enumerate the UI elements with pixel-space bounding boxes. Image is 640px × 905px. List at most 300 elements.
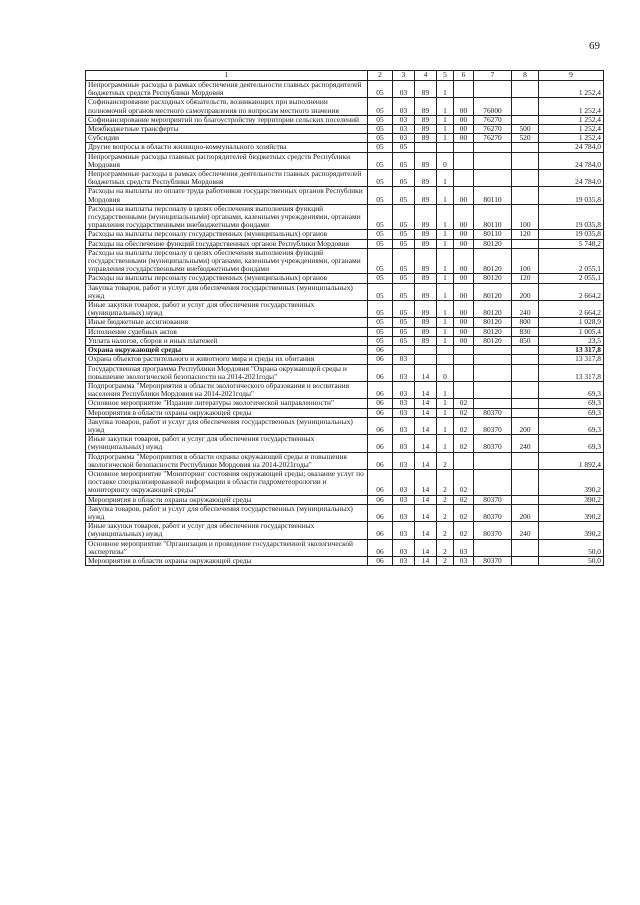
code-cell: 240	[512, 435, 539, 452]
code-cell	[437, 355, 454, 364]
code-cell: 06	[368, 355, 393, 364]
code-cell: 80120	[474, 301, 512, 318]
code-cell: 80370	[474, 408, 512, 417]
code-cell: 05	[393, 143, 415, 152]
code-cell: 03	[393, 408, 415, 417]
amount-cell: 69,3	[539, 435, 604, 452]
code-cell: 1	[437, 283, 454, 300]
code-cell	[454, 81, 474, 98]
row-name-cell: Мероприятия в области охраны окружающей среды	[86, 495, 368, 504]
code-cell: 05	[368, 98, 393, 115]
code-cell: 89	[415, 283, 437, 300]
code-cell	[512, 170, 539, 187]
code-cell: 06	[368, 381, 393, 398]
code-cell: 2	[437, 539, 454, 556]
code-cell: 05	[368, 143, 393, 152]
code-cell: 02	[454, 522, 474, 539]
table-row	[86, 143, 604, 152]
code-cell: 06	[368, 495, 393, 504]
code-cell: 80370	[474, 522, 512, 539]
amount-cell: 69,3	[539, 408, 604, 417]
code-cell: 14	[415, 495, 437, 504]
code-cell	[415, 346, 437, 355]
row-name-cell: Закупка товаров, работ и услуг для обеспечения государственных (муниципальных) нужд	[86, 283, 368, 300]
code-cell	[474, 452, 512, 469]
code-cell: 0	[437, 364, 454, 381]
code-cell: 1	[437, 81, 454, 98]
code-cell: 05	[368, 283, 393, 300]
code-cell	[474, 81, 512, 98]
code-cell	[474, 346, 512, 355]
code-cell	[512, 346, 539, 355]
row-name-cell: Иные закупки товаров, работ и услуг для обеспечения государственных (муниципальных) нужд	[86, 301, 368, 318]
code-cell: 89	[415, 301, 437, 318]
code-cell	[512, 187, 539, 204]
code-cell: 2	[437, 522, 454, 539]
table-row	[86, 152, 604, 169]
code-cell: 05	[393, 230, 415, 239]
row-name-cell: Мероприятия в области охраны окружающей среды	[86, 556, 368, 565]
table-row	[86, 469, 604, 495]
code-cell	[474, 539, 512, 556]
code-cell: 05	[393, 336, 415, 345]
column-header-1: 1	[86, 71, 368, 81]
code-cell: 80120	[474, 336, 512, 345]
row-name-cell: Софинансирование мероприятий по благоустройству территории сельских поселений	[86, 115, 368, 124]
amount-cell: 390,2	[539, 522, 604, 539]
code-cell	[474, 469, 512, 495]
code-cell: 14	[415, 417, 437, 434]
code-cell: 120	[512, 274, 539, 283]
amount-cell: 1 252,4	[539, 125, 604, 134]
code-cell: 89	[415, 187, 437, 204]
column-header-2: 2	[368, 71, 393, 81]
code-cell: 03	[393, 522, 415, 539]
code-cell: 1	[437, 274, 454, 283]
row-name-cell: Софинансирование расходных обязательств, возникающих при выполнении полномочий органов местного самоуправления по вопросам местного значения	[86, 98, 368, 115]
code-cell: 14	[415, 469, 437, 495]
table-row	[86, 187, 604, 204]
code-cell: 03	[393, 399, 415, 408]
code-cell: 80110	[474, 204, 512, 230]
code-cell	[454, 364, 474, 381]
code-cell: 03	[393, 556, 415, 565]
code-cell: 06	[368, 417, 393, 434]
code-cell: 14	[415, 435, 437, 452]
table-row	[86, 522, 604, 539]
amount-cell: 390,2	[539, 504, 604, 521]
table-row	[86, 504, 604, 521]
row-name-cell: Охрана окружающей среды	[86, 346, 368, 355]
code-cell: 05	[393, 318, 415, 327]
row-name-cell: Основное мероприятие "Организация и проведение государственной экологической экспертизы"	[86, 539, 368, 556]
row-name-cell: Охрана объектов растительного и животного мира и среды их обитания	[86, 355, 368, 364]
code-cell	[454, 452, 474, 469]
code-cell	[474, 364, 512, 381]
code-cell: 14	[415, 556, 437, 565]
amount-cell: 50,0	[539, 539, 604, 556]
code-cell: 80370	[474, 504, 512, 521]
row-name-cell: Подпрограмма "Мероприятия в области экологического образования и воспитания населения Республики Мордовия на 2014-2021годы"	[86, 381, 368, 398]
code-cell: 89	[415, 81, 437, 98]
table-row	[86, 435, 604, 452]
amount-cell: 19 035,8	[539, 204, 604, 230]
code-cell: 14	[415, 539, 437, 556]
code-cell: 1	[437, 230, 454, 239]
row-name-cell: Расходы на выплаты персоналу государственных (муниципальных) органов	[86, 274, 368, 283]
code-cell: 89	[415, 248, 437, 274]
code-cell: 80120	[474, 283, 512, 300]
table-row	[86, 408, 604, 417]
code-cell	[415, 355, 437, 364]
code-cell: 05	[368, 239, 393, 248]
code-cell: 89	[415, 125, 437, 134]
code-cell	[393, 346, 415, 355]
code-cell: 03	[393, 115, 415, 124]
code-cell: 00	[454, 115, 474, 124]
code-cell: 80110	[474, 187, 512, 204]
code-cell: 89	[415, 152, 437, 169]
table-row	[86, 248, 604, 274]
code-cell	[437, 143, 454, 152]
row-name-cell: Непрограммные расходы главных распорядителей бюджетных средств Республики Мордовия	[86, 152, 368, 169]
code-cell: 05	[368, 187, 393, 204]
code-cell: 80120	[474, 239, 512, 248]
code-cell: 14	[415, 504, 437, 521]
code-cell: 80370	[474, 495, 512, 504]
row-name-cell: Другие вопросы в области жилищно-коммунального хозяйства	[86, 143, 368, 152]
code-cell	[512, 355, 539, 364]
table-row	[86, 399, 604, 408]
amount-cell: 2 664,2	[539, 301, 604, 318]
row-name-cell: Непрограммные расходы в рамках обеспечения деятельности главных распорядителей бюджетных средств Республики Мордовия	[86, 81, 368, 98]
table-row	[86, 115, 604, 124]
code-cell: 02	[454, 435, 474, 452]
code-cell: 2	[437, 495, 454, 504]
code-cell: 05	[393, 170, 415, 187]
table-row	[86, 355, 604, 364]
amount-cell: 19 035,8	[539, 230, 604, 239]
code-cell	[454, 170, 474, 187]
code-cell	[437, 346, 454, 355]
code-cell: 89	[415, 318, 437, 327]
code-cell: 80110	[474, 230, 512, 239]
table-row	[86, 364, 604, 381]
code-cell: 2	[437, 504, 454, 521]
code-cell: 06	[368, 556, 393, 565]
code-cell: 03	[393, 417, 415, 434]
code-cell	[512, 152, 539, 169]
code-cell: 05	[393, 187, 415, 204]
table-header	[86, 71, 604, 81]
code-cell: 03	[393, 81, 415, 98]
code-cell: 05	[368, 134, 393, 143]
row-name-cell: Государственная программа Республики Мордовия "Охрана окружающей среды и повышение экологической безопасности на 2014-2021годы"	[86, 364, 368, 381]
code-cell: 1	[437, 239, 454, 248]
code-cell: 06	[368, 452, 393, 469]
code-cell: 100	[512, 204, 539, 230]
code-cell: 14	[415, 399, 437, 408]
table-row	[86, 327, 604, 336]
row-name-cell: Закупка товаров, работ и услуг для обеспечения государственных (муниципальных) нужд	[86, 504, 368, 521]
code-cell	[454, 346, 474, 355]
code-cell: 1	[437, 318, 454, 327]
table-row	[86, 230, 604, 239]
code-cell	[512, 81, 539, 98]
row-name-cell: Основное мероприятие "Издание литературы экологической направленности"	[86, 399, 368, 408]
code-cell: 89	[415, 134, 437, 143]
code-cell: 00	[454, 230, 474, 239]
code-cell: 76000	[474, 98, 512, 115]
code-cell	[512, 239, 539, 248]
code-cell: 1	[437, 327, 454, 336]
code-cell: 00	[454, 318, 474, 327]
code-cell: 1	[437, 408, 454, 417]
code-cell: 05	[368, 318, 393, 327]
code-cell: 2	[437, 556, 454, 565]
code-cell: 05	[368, 152, 393, 169]
code-cell	[454, 143, 474, 152]
code-cell: 80120	[474, 274, 512, 283]
amount-cell: 69,3	[539, 417, 604, 434]
code-cell	[474, 399, 512, 408]
table-row	[86, 417, 604, 434]
amount-cell: 13 317,8	[539, 346, 604, 355]
code-cell: 03	[393, 134, 415, 143]
column-header-4: 4	[415, 71, 437, 81]
code-cell: 80370	[474, 435, 512, 452]
code-cell: 00	[454, 134, 474, 143]
code-cell: 2	[437, 452, 454, 469]
code-cell	[512, 495, 539, 504]
row-name-cell: Подпрограмма "Мероприятия в области охраны окружающей среды и повышения экологической безопасности Республики Мордовия на 2014-2021годы"	[86, 452, 368, 469]
code-cell	[454, 152, 474, 169]
code-cell: 200	[512, 417, 539, 434]
code-cell: 06	[368, 469, 393, 495]
code-cell: 02	[454, 417, 474, 434]
code-cell: 850	[512, 336, 539, 345]
code-cell: 1	[437, 417, 454, 434]
code-cell: 00	[454, 274, 474, 283]
code-cell: 89	[415, 115, 437, 124]
code-cell: 05	[368, 327, 393, 336]
code-cell: 89	[415, 204, 437, 230]
table-row	[86, 495, 604, 504]
table-row	[86, 346, 604, 355]
code-cell: 0	[437, 152, 454, 169]
code-cell: 200	[512, 504, 539, 521]
table-row	[86, 301, 604, 318]
code-cell: 05	[393, 327, 415, 336]
amount-cell: 1 252,4	[539, 98, 604, 115]
code-cell: 02	[454, 504, 474, 521]
code-cell: 00	[454, 327, 474, 336]
amount-cell: 1 252,4	[539, 81, 604, 98]
code-cell: 89	[415, 274, 437, 283]
code-cell: 76270	[474, 134, 512, 143]
code-cell: 05	[393, 152, 415, 169]
table-row	[86, 134, 604, 143]
code-cell: 1	[437, 115, 454, 124]
code-cell	[512, 408, 539, 417]
code-cell: 76270	[474, 115, 512, 124]
code-cell	[512, 399, 539, 408]
row-name-cell: Основное мероприятие "Мониторинг состояния окружающей среды; оказание услуг по поставке специализированной информации в области гидрометеорологии и мониторингу окружающей среды"	[86, 469, 368, 495]
code-cell: 520	[512, 134, 539, 143]
code-cell	[454, 355, 474, 364]
row-name-cell: Непрограммные расходы в рамках обеспечения деятельности главных распорядителей бюджетных средств Республики Мордовия	[86, 170, 368, 187]
code-cell: 02	[454, 469, 474, 495]
table-row	[86, 539, 604, 556]
table-row	[86, 98, 604, 115]
table-row	[86, 125, 604, 134]
amount-cell: 69,3	[539, 399, 604, 408]
code-cell: 80120	[474, 248, 512, 274]
code-cell: 03	[393, 539, 415, 556]
code-cell: 03	[393, 125, 415, 134]
amount-cell: 19 035,8	[539, 187, 604, 204]
code-cell: 05	[368, 248, 393, 274]
code-cell: 89	[415, 98, 437, 115]
code-cell: 03	[454, 539, 474, 556]
row-name-cell: Мероприятия в области охраны окружающей среды	[86, 408, 368, 417]
code-cell: 1	[437, 336, 454, 345]
code-cell: 80120	[474, 327, 512, 336]
amount-cell: 2 055,1	[539, 248, 604, 274]
code-cell: 830	[512, 327, 539, 336]
code-cell: 200	[512, 283, 539, 300]
code-cell: 14	[415, 452, 437, 469]
code-cell: 1	[437, 134, 454, 143]
table-row	[86, 381, 604, 398]
code-cell: 06	[368, 522, 393, 539]
code-cell: 06	[368, 539, 393, 556]
code-cell: 14	[415, 522, 437, 539]
column-header-9: 9	[539, 71, 604, 81]
code-cell: 03	[393, 452, 415, 469]
code-cell: 03	[393, 364, 415, 381]
amount-cell: 24 784,0	[539, 170, 604, 187]
code-cell: 03	[393, 495, 415, 504]
code-cell: 89	[415, 230, 437, 239]
code-cell: 03	[393, 355, 415, 364]
code-cell: 06	[368, 435, 393, 452]
code-cell	[474, 143, 512, 152]
code-cell: 05	[368, 81, 393, 98]
table-row	[86, 336, 604, 345]
row-name-cell: Иные закупки товаров, работ и услуг для обеспечения государственных (муниципальных) нужд	[86, 522, 368, 539]
code-cell: 00	[454, 248, 474, 274]
code-cell: 14	[415, 381, 437, 398]
code-cell: 1	[437, 204, 454, 230]
code-cell: 00	[454, 301, 474, 318]
code-cell: 89	[415, 336, 437, 345]
amount-cell: 50,0	[539, 556, 604, 565]
code-cell	[512, 556, 539, 565]
code-cell: 05	[393, 283, 415, 300]
code-cell: 06	[368, 504, 393, 521]
code-cell	[512, 98, 539, 115]
amount-cell: 69,3	[539, 381, 604, 398]
code-cell	[512, 469, 539, 495]
code-cell: 03	[393, 435, 415, 452]
table-row	[86, 274, 604, 283]
code-cell	[512, 143, 539, 152]
code-cell	[474, 355, 512, 364]
row-name-cell: Субсидии	[86, 134, 368, 143]
row-name-cell: Уплата налогов, сборов и иных платежей	[86, 336, 368, 345]
code-cell: 1	[437, 125, 454, 134]
code-cell: 1	[437, 381, 454, 398]
code-cell: 05	[368, 204, 393, 230]
column-header-3: 3	[393, 71, 415, 81]
code-cell: 00	[454, 187, 474, 204]
code-cell: 06	[368, 408, 393, 417]
code-cell: 00	[454, 336, 474, 345]
code-cell: 05	[368, 230, 393, 239]
page-number: 69	[589, 40, 600, 52]
row-name-cell: Исполнение судебных актов	[86, 327, 368, 336]
code-cell: 240	[512, 301, 539, 318]
code-cell: 02	[454, 399, 474, 408]
amount-cell: 1 892,4	[539, 452, 604, 469]
code-cell	[512, 381, 539, 398]
budget-table	[85, 70, 604, 566]
code-cell: 89	[415, 170, 437, 187]
amount-cell: 2 664,2	[539, 283, 604, 300]
code-cell: 80370	[474, 417, 512, 434]
code-cell	[415, 143, 437, 152]
table-row	[86, 452, 604, 469]
code-cell: 03	[393, 504, 415, 521]
column-header-7: 7	[474, 71, 512, 81]
amount-cell: 13 317,8	[539, 355, 604, 364]
code-cell	[474, 381, 512, 398]
amount-cell: 5 748,2	[539, 239, 604, 248]
amount-cell: 24 784,0	[539, 152, 604, 169]
code-cell: 03	[393, 469, 415, 495]
code-cell: 89	[415, 239, 437, 248]
amount-cell: 390,2	[539, 495, 604, 504]
code-cell: 05	[368, 336, 393, 345]
row-name-cell: Иные бюджетные ассигнования	[86, 318, 368, 327]
code-cell: 1	[437, 98, 454, 115]
code-cell: 05	[368, 125, 393, 134]
table-row	[86, 204, 604, 230]
column-header-8: 8	[512, 71, 539, 81]
code-cell: 240	[512, 522, 539, 539]
code-cell: 1	[437, 399, 454, 408]
code-cell	[454, 381, 474, 398]
table-row	[86, 81, 604, 98]
column-header-6: 6	[454, 71, 474, 81]
code-cell: 120	[512, 230, 539, 239]
code-cell: 00	[454, 98, 474, 115]
code-cell: 02	[454, 408, 474, 417]
code-cell: 00	[454, 283, 474, 300]
code-cell: 1	[437, 435, 454, 452]
code-cell: 00	[454, 239, 474, 248]
code-cell: 05	[368, 115, 393, 124]
code-cell: 800	[512, 318, 539, 327]
code-cell: 05	[393, 274, 415, 283]
amount-cell: 1 005,4	[539, 327, 604, 336]
code-cell: 05	[393, 239, 415, 248]
code-cell: 1	[437, 248, 454, 274]
code-cell	[474, 170, 512, 187]
column-header-5: 5	[437, 71, 454, 81]
row-name-cell: Расходы на выплаты персоналу в целях обеспечения выполнения функций государственными (муниципальными) органами, казенными учреждениями, органами управления государственными внебюджетными фондами	[86, 248, 368, 274]
